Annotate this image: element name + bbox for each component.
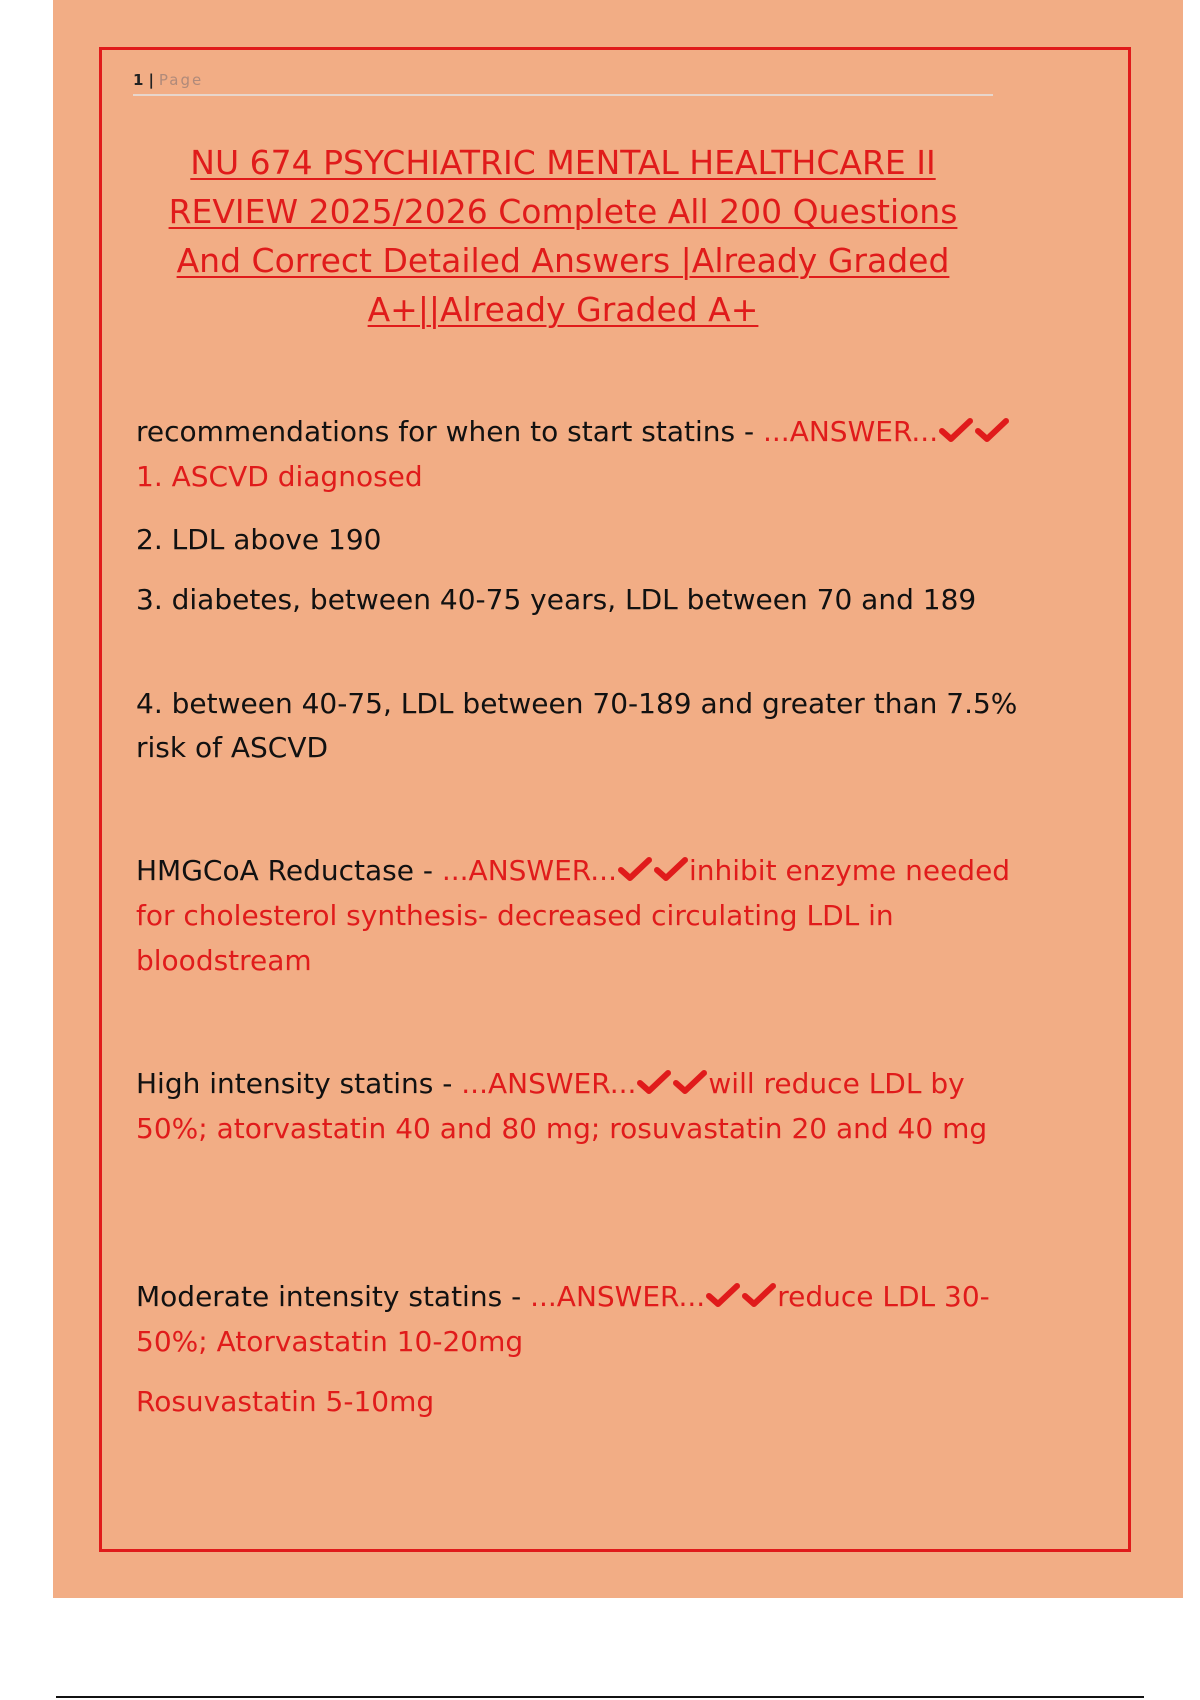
answer-marker: ...ANSWER...: [530, 1280, 706, 1313]
answer-line: 2. LDL above 190: [136, 523, 382, 556]
checkmark-icon: [672, 1068, 708, 1096]
answer-line: 3. diabetes, between 40-75 years, LDL between 70 and 189: [136, 583, 977, 616]
answer-marker: ...ANSWER...: [441, 854, 617, 887]
answer-text: reduce LDL 30-50%; Atorvastatin 10-20mg: [136, 1280, 990, 1358]
qa-item: [136, 1274, 1036, 1364]
question-text: Moderate intensity statins -: [136, 1280, 522, 1313]
page-number: 1: [133, 71, 146, 89]
answer-line: Rosuvastatin 5-10mg: [136, 1385, 435, 1418]
answer-text: inhibit enzyme needed for cholesterol synthesis- decreased circulating LDL in bloodstream: [136, 854, 1011, 977]
checkmark-icon: [617, 855, 653, 883]
bottom-divider: [56, 1696, 1144, 1698]
checkmark-icon: [653, 855, 689, 883]
checkmark-icon: [974, 416, 1010, 444]
qa-item: [136, 1061, 1036, 1151]
answer-text: 1. ASCVD diagnosed: [136, 460, 423, 493]
qa-item: [136, 848, 1036, 983]
page-label: Page: [158, 71, 204, 89]
checkmark-icon: [938, 416, 974, 444]
question-text: High intensity statins -: [136, 1067, 453, 1100]
qa-item: [136, 409, 1036, 499]
answer-marker: ...ANSWER...: [461, 1067, 637, 1100]
checkmark-icon: [741, 1281, 777, 1309]
answer-text: will reduce LDL by 50%; atorvastatin 40 and 80 mg; rosuvastatin 20 and 40 mg: [136, 1067, 988, 1145]
page-separator: |: [148, 71, 156, 89]
document-title: NU 674 PSYCHIATRIC MENTAL HEALTHCARE II REVIEW 2025/2026 Complete All 200 Questions And Correct Detailed Answers |Already Graded A+||Already Graded A+: [168, 143, 958, 329]
question-text: HMGCoA Reductase -: [136, 854, 433, 887]
answer-marker: ...ANSWER...: [763, 415, 939, 448]
page-header: [133, 66, 993, 96]
answer-line: 4. between 40-75, LDL between 70-189 and greater than 7.5% risk of ASCVD: [136, 687, 1018, 764]
checkmark-icon: [705, 1281, 741, 1309]
question-text: recommendations for when to start statins -: [136, 415, 755, 448]
checkmark-icon: [636, 1068, 672, 1096]
